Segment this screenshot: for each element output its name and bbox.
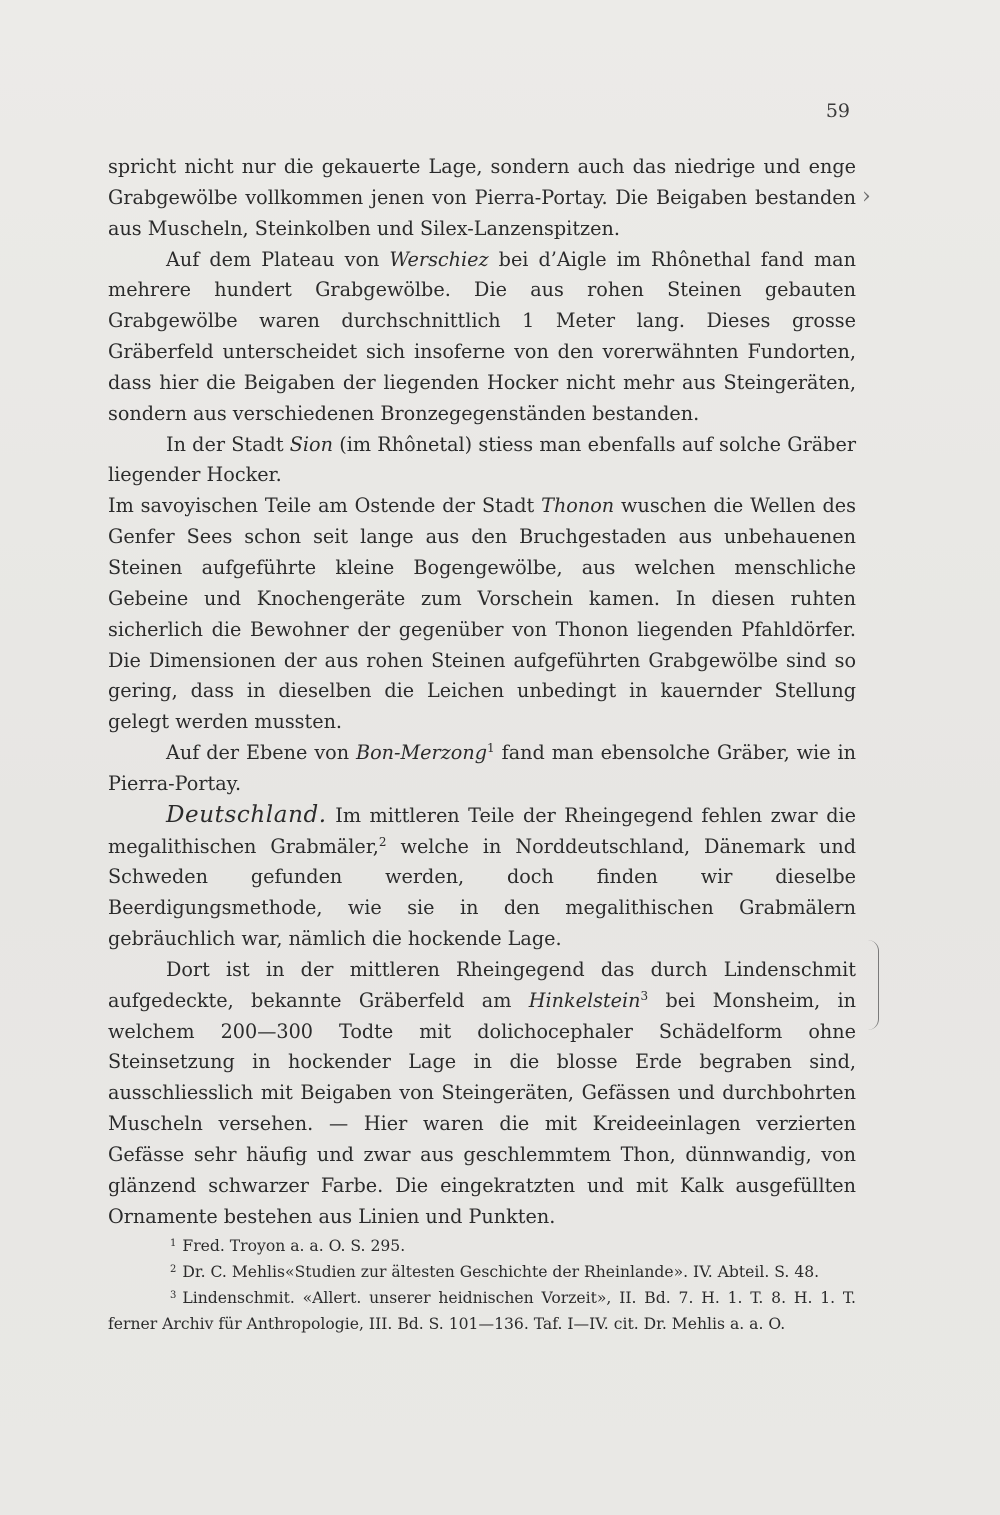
footnote-3 <box>108 1285 856 1337</box>
paragraph-5 <box>108 738 856 800</box>
section-heading-deutschland: Deutschland. <box>166 801 327 828</box>
place-name-hinkelstein: Hinkelstein <box>528 988 641 1012</box>
paragraph-7-text-b: bei Monsheim, in welchem 200—300 Todte mit dolichocephaler Schädelform ohne Steinsetzung in hockender Lage in die blosse Erde begraben sind, ausschliesslich mit Beigaben von Steingeräten, Gefässen und durchbohrten Muscheln versehen. — Hier waren die mit Kreideeinlagen verzierten Gefässe sehr häufig und zwar aus geschlemmtem Thon, dünnwandig, von glänzend schwarzer Farbe. Die eingekratzten und mit Kalk ausgefüllten Ornamente bestehen aus Linien und Punkten. <box>108 988 856 1228</box>
paragraph-6-text-a: Im mittleren Teile der Rheingegend fehlen zwar die megalithischen Grabmäler, <box>108 803 856 858</box>
footnote-3-text: Lindenschmit. «Allert. unserer heidnischen Vorzeit», II. Bd. 7. H. 1. T. 8. H. 1. T. ferner Archiv für Anthropologie, III. Bd. S. 101—136. Taf. I—IV. cit. Dr. Mehlis a. a. O. <box>108 1289 856 1333</box>
footnote-2 <box>108 1259 856 1285</box>
paragraph-6-text-b: welche in Norddeutschland, Dänemark und Schweden gefunden werden, doch finden wir dieselbe Beerdigungsmethode, wie sie in den megalithischen Grabmälern gebräuchlich war, nämlich die hockende Lage. <box>108 834 856 951</box>
paragraph-4-text-a: Im savoyischen Teile am Ostende der Stadt <box>108 494 542 518</box>
footnote-2-mark: 2 <box>170 1264 177 1275</box>
place-name-thonon: Thonon <box>541 494 615 518</box>
paragraph-1-text: spricht nicht nur die gekauerte Lage, sondern auch das niedrige und enge Grabgewölbe vollkommen jenen von Pierra-Portay. Die Beigaben bestanden aus Muscheln, Steinkolben und Silex-Lanzenspitzen. <box>108 155 856 240</box>
paragraph-3-text-b: (im Rhônetal) stiess man ebenfalls auf solche Gräber liegender Hocker. <box>108 432 856 487</box>
paragraph-5-text-b: fand man ebensolche Gräber, wie in Pierra-Portay. <box>108 741 856 795</box>
paragraph-2-text-b: bei d’Aigle im Rhônethal fand man mehrere hundert Grabgewölbe. Die aus rohen Steinen gebauten Grabgewölbe waren durchschnittlich 1 Meter lang. Dieses grosse Gräberfeld unterscheidet sich insoferne von den vorerwähnten Fundorten, dass hier die Beigaben der liegenden Hocker nicht mehr aus Steingeräten, sondern aus verschiedenen Bronzegegenständen bestanden. <box>108 247 856 425</box>
paragraph-3 <box>108 430 856 492</box>
footnote-2-text: Dr. C. Mehlis«Studien zur ältesten Geschichte der Rheinlande». IV. Abteil. S. 48. <box>182 1263 820 1281</box>
paragraph-6 <box>108 800 856 955</box>
paragraph-4 <box>108 491 856 738</box>
footnote-1-mark: 1 <box>170 1238 177 1249</box>
margin-pencil-mark: › <box>862 184 871 209</box>
paragraph-3-text-a: In der Stadt <box>166 432 290 456</box>
footnote-1-text: Fred. Troyon a. a. O. S. 295. <box>182 1237 406 1255</box>
paragraph-2-text-a: Auf dem Plateau von <box>166 247 390 271</box>
page-number: 59 <box>825 100 850 122</box>
footnote-3-mark: 3 <box>170 1290 177 1301</box>
place-name-werschiez: Werschiez <box>389 247 489 271</box>
paragraph-7-text-a: Dort ist in der mittleren Rheingegend das durch Lindenschmit aufgedeckte, bekannte Gräberfeld am <box>108 957 856 1012</box>
paragraph-5-text-a: Auf der Ebene von <box>166 741 357 765</box>
footnote-ref-2: 2 <box>378 834 387 849</box>
place-name-bon-merzong: Bon-Merzong <box>356 741 487 765</box>
place-name-sion: Sion <box>289 432 333 456</box>
footnote-ref-1: 1 <box>487 741 495 756</box>
paragraph-7 <box>108 955 856 1233</box>
footnote-ref-3: 3 <box>640 988 649 1003</box>
main-text <box>108 152 856 1233</box>
paragraph-2 <box>108 245 856 430</box>
footnote-1 <box>108 1233 856 1259</box>
margin-bracket-mark <box>868 940 879 1030</box>
paragraph-1 <box>108 152 856 245</box>
footnotes <box>108 1233 856 1337</box>
paragraph-4-text-b: wuschen die Wellen des Genfer Sees schon seit lange aus den Bruchgestaden aus unbehauenen Steinen aufgeführte kleine Bogengewölbe, aus welchen menschliche Gebeine und Knochengeräte zum Vorschein kamen. In diesen ruhten sicherlich die Bewohner der gegenüber von Thonon liegenden Pfahldörfer. Die Dimensionen der aus rohen Steinen aufgeführten Grabgewölbe sind so gering, dass in dieselben die Leichen unbedingt in kauernder Stellung gelegt werden mussten. <box>108 494 856 734</box>
